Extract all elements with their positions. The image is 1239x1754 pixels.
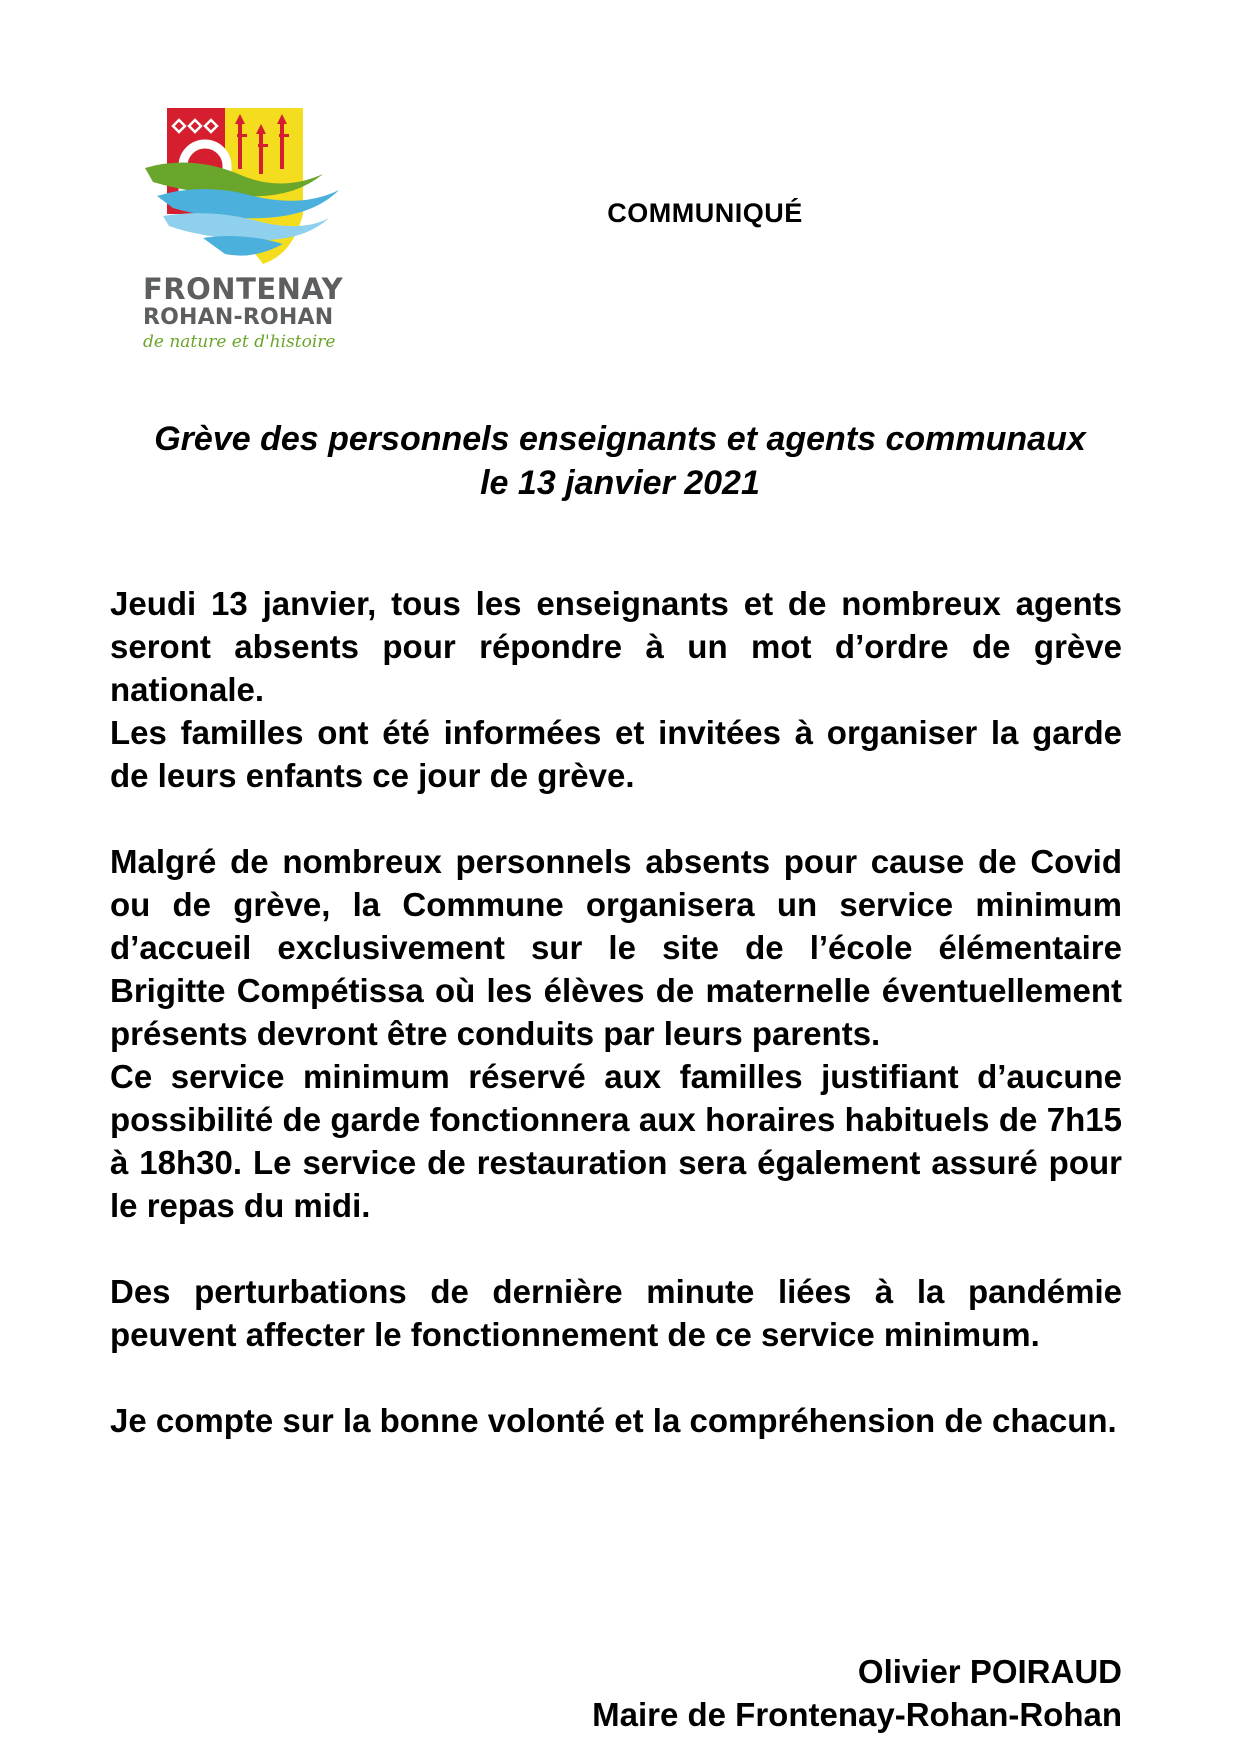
document-type: COMMUNIQUÉ: [607, 198, 803, 228]
signature-block: [592, 1650, 1122, 1736]
logo-name-line1: FRONTENAY: [143, 272, 344, 306]
document-body: [110, 582, 1122, 1442]
logo-wordmark: [143, 273, 343, 353]
logo-tagline: de nature et d'histoire: [143, 332, 336, 352]
paragraph: Jeudi 13 janvier, tous les enseignants et de nombreux agents seront absents pour répondre à un mot d’ordre de grève nationale.: [110, 585, 1122, 708]
signature-title: Maire de Frontenay-Rohan-Rohan: [592, 1696, 1122, 1733]
document-title: [80, 417, 1160, 505]
title-line-2: le 13 janvier 2021: [480, 464, 760, 502]
logo-name-line2: ROHAN-ROHAN: [143, 305, 334, 330]
paragraph: Les familles ont été informées et invitées à organiser la garde de leurs enfants ce jour de grève.: [110, 714, 1122, 794]
signature-name: Olivier POIRAUD: [857, 1653, 1122, 1690]
paragraph: Malgré de nombreux personnels absents pour cause de Covid ou de grève, la Commune organisera un service minimum d’accueil exclusivement sur le site de l’école élémentaire Brigitte Compétissa où les élèves de maternelle éventuellement présents devront être conduits par leurs parents.: [110, 843, 1122, 1052]
coat-of-arms-icon: [143, 104, 343, 274]
paragraph: Ce service minimum réservé aux familles justifiant d’aucune possibilité de garde fonctionnera aux horaires habituels de 7h15 à 18h30. Le service de restauration sera également assuré pour le repas du midi.: [110, 1058, 1122, 1224]
title-line-1: Grève des personnels enseignants et agents communaux: [154, 420, 1086, 458]
paragraph: Je compte sur la bonne volonté et la compréhension de chacun.: [110, 1402, 1117, 1439]
paragraph: Des perturbations de dernière minute liées à la pandémie peuvent affecter le fonctionnement de ce service minimum.: [110, 1273, 1122, 1353]
